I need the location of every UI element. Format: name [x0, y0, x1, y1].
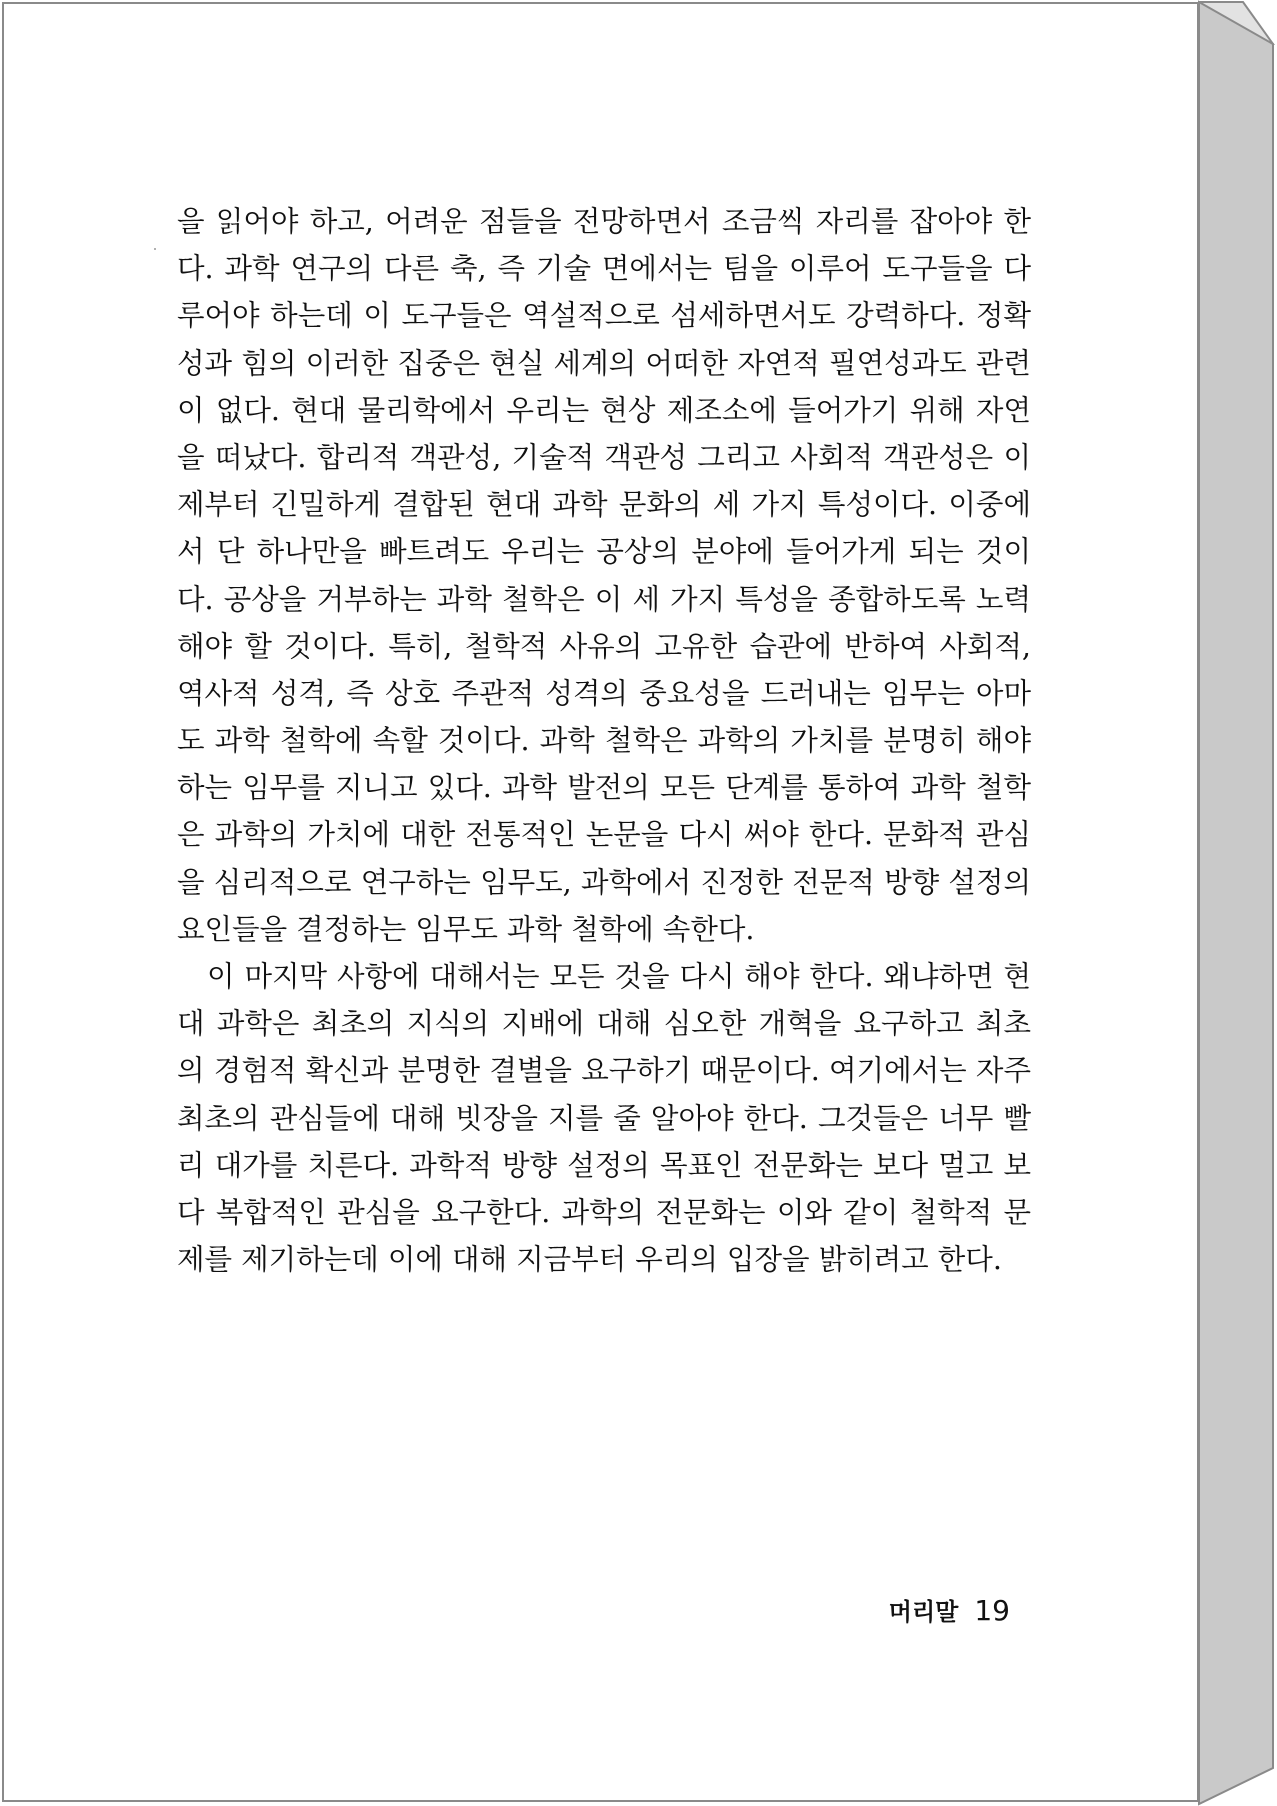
body-line: 성과 힘의 이러한 집중은 현실 세계의 어떠한 자연적 필연성과도 관련 — [177, 346, 1031, 380]
body-line: 이 없다. 현대 물리학에서 우리는 현상 제조소에 들어가기 위해 자연 — [177, 393, 1031, 427]
scan-speck — [154, 248, 156, 250]
body-line: 루어야 하는데 이 도구들은 역설적으로 섬세하면서도 강력하다. 정확 — [177, 299, 1031, 333]
body-line: 서 단 하나만을 빠트려도 우리는 공상의 분야에 들어가게 되는 것이 — [177, 535, 1031, 569]
body-line: 의 경험적 확신과 분명한 결별을 요구하기 때문이다. 여기에서는 자주 — [177, 1054, 1031, 1088]
body-line: 역사적 성격, 즉 상호 주관적 성격의 중요성을 드러내는 임무는 아마 — [177, 676, 1031, 710]
body-line: 은 과학의 가치에 대한 전통적인 논문을 다시 써야 한다. 문화적 관심 — [177, 818, 1031, 852]
body-line: 리 대가를 치른다. 과학적 방향 설정의 목표인 전문화는 보다 멀고 보 — [177, 1148, 1031, 1182]
paragraph-last-line: 요인들을 결정하는 임무도 과학 철학에 속한다. — [177, 912, 755, 946]
body-line: 을 떠났다. 합리적 객관성, 기술적 객관성 그리고 사회적 객관성은 이 — [177, 440, 1031, 474]
body-line: 다. 공상을 거부하는 과학 철학은 이 세 가지 특성을 종합하도록 노력 — [177, 582, 1031, 616]
body-line: 하는 임무를 지니고 있다. 과학 발전의 모든 단계를 통하여 과학 철학 — [177, 771, 1031, 805]
page-number: 19 — [974, 1594, 1010, 1627]
body-line: 다 복합적인 관심을 요구한다. 과학의 전문화는 이와 같이 철학적 문 — [177, 1195, 1031, 1229]
body-line: 대 과학은 최초의 지식의 지배에 대해 심오한 개혁을 요구하고 최초 — [177, 1007, 1031, 1041]
page-stack-side-face — [1199, 2, 1273, 1804]
paragraph-first-line: 이 마지막 사항에 대해서는 모든 것을 다시 해야 한다. 왜냐하면 현 — [207, 960, 1031, 993]
body-line: 최초의 관심들에 대해 빗장을 지를 줄 알아야 한다. 그것들은 너무 빨 — [177, 1101, 1031, 1135]
page-footer — [870, 1592, 1010, 1636]
paragraph-last-line: 제를 제기하는데 이에 대해 지금부터 우리의 입장을 밝히려고 한다. — [177, 1243, 1002, 1277]
body-text — [177, 198, 1031, 1283]
body-line: 제부터 긴밀하게 결합된 현대 과학 문화의 세 가지 특성이다. 이중에 — [177, 488, 1031, 522]
body-line: 을 심리적으로 연구하는 임무도, 과학에서 진정한 전문적 방향 설정의 — [177, 865, 1031, 899]
body-line: 을 읽어야 하고, 어려운 점들을 전망하면서 조금씩 자리를 잡아야 한 — [177, 205, 1031, 238]
body-line: 도 과학 철학에 속할 것이다. 과학 철학은 과학의 가치를 분명히 해야 — [177, 724, 1031, 758]
body-line: 해야 할 것이다. 특히, 철학적 사유의 고유한 습관에 반하여 사회적, — [177, 629, 1031, 663]
body-line: 다. 과학 연구의 다른 축, 즉 기술 면에서는 팀을 이루어 도구들을 다 — [177, 252, 1031, 286]
running-title: 머리말 — [888, 1598, 959, 1626]
